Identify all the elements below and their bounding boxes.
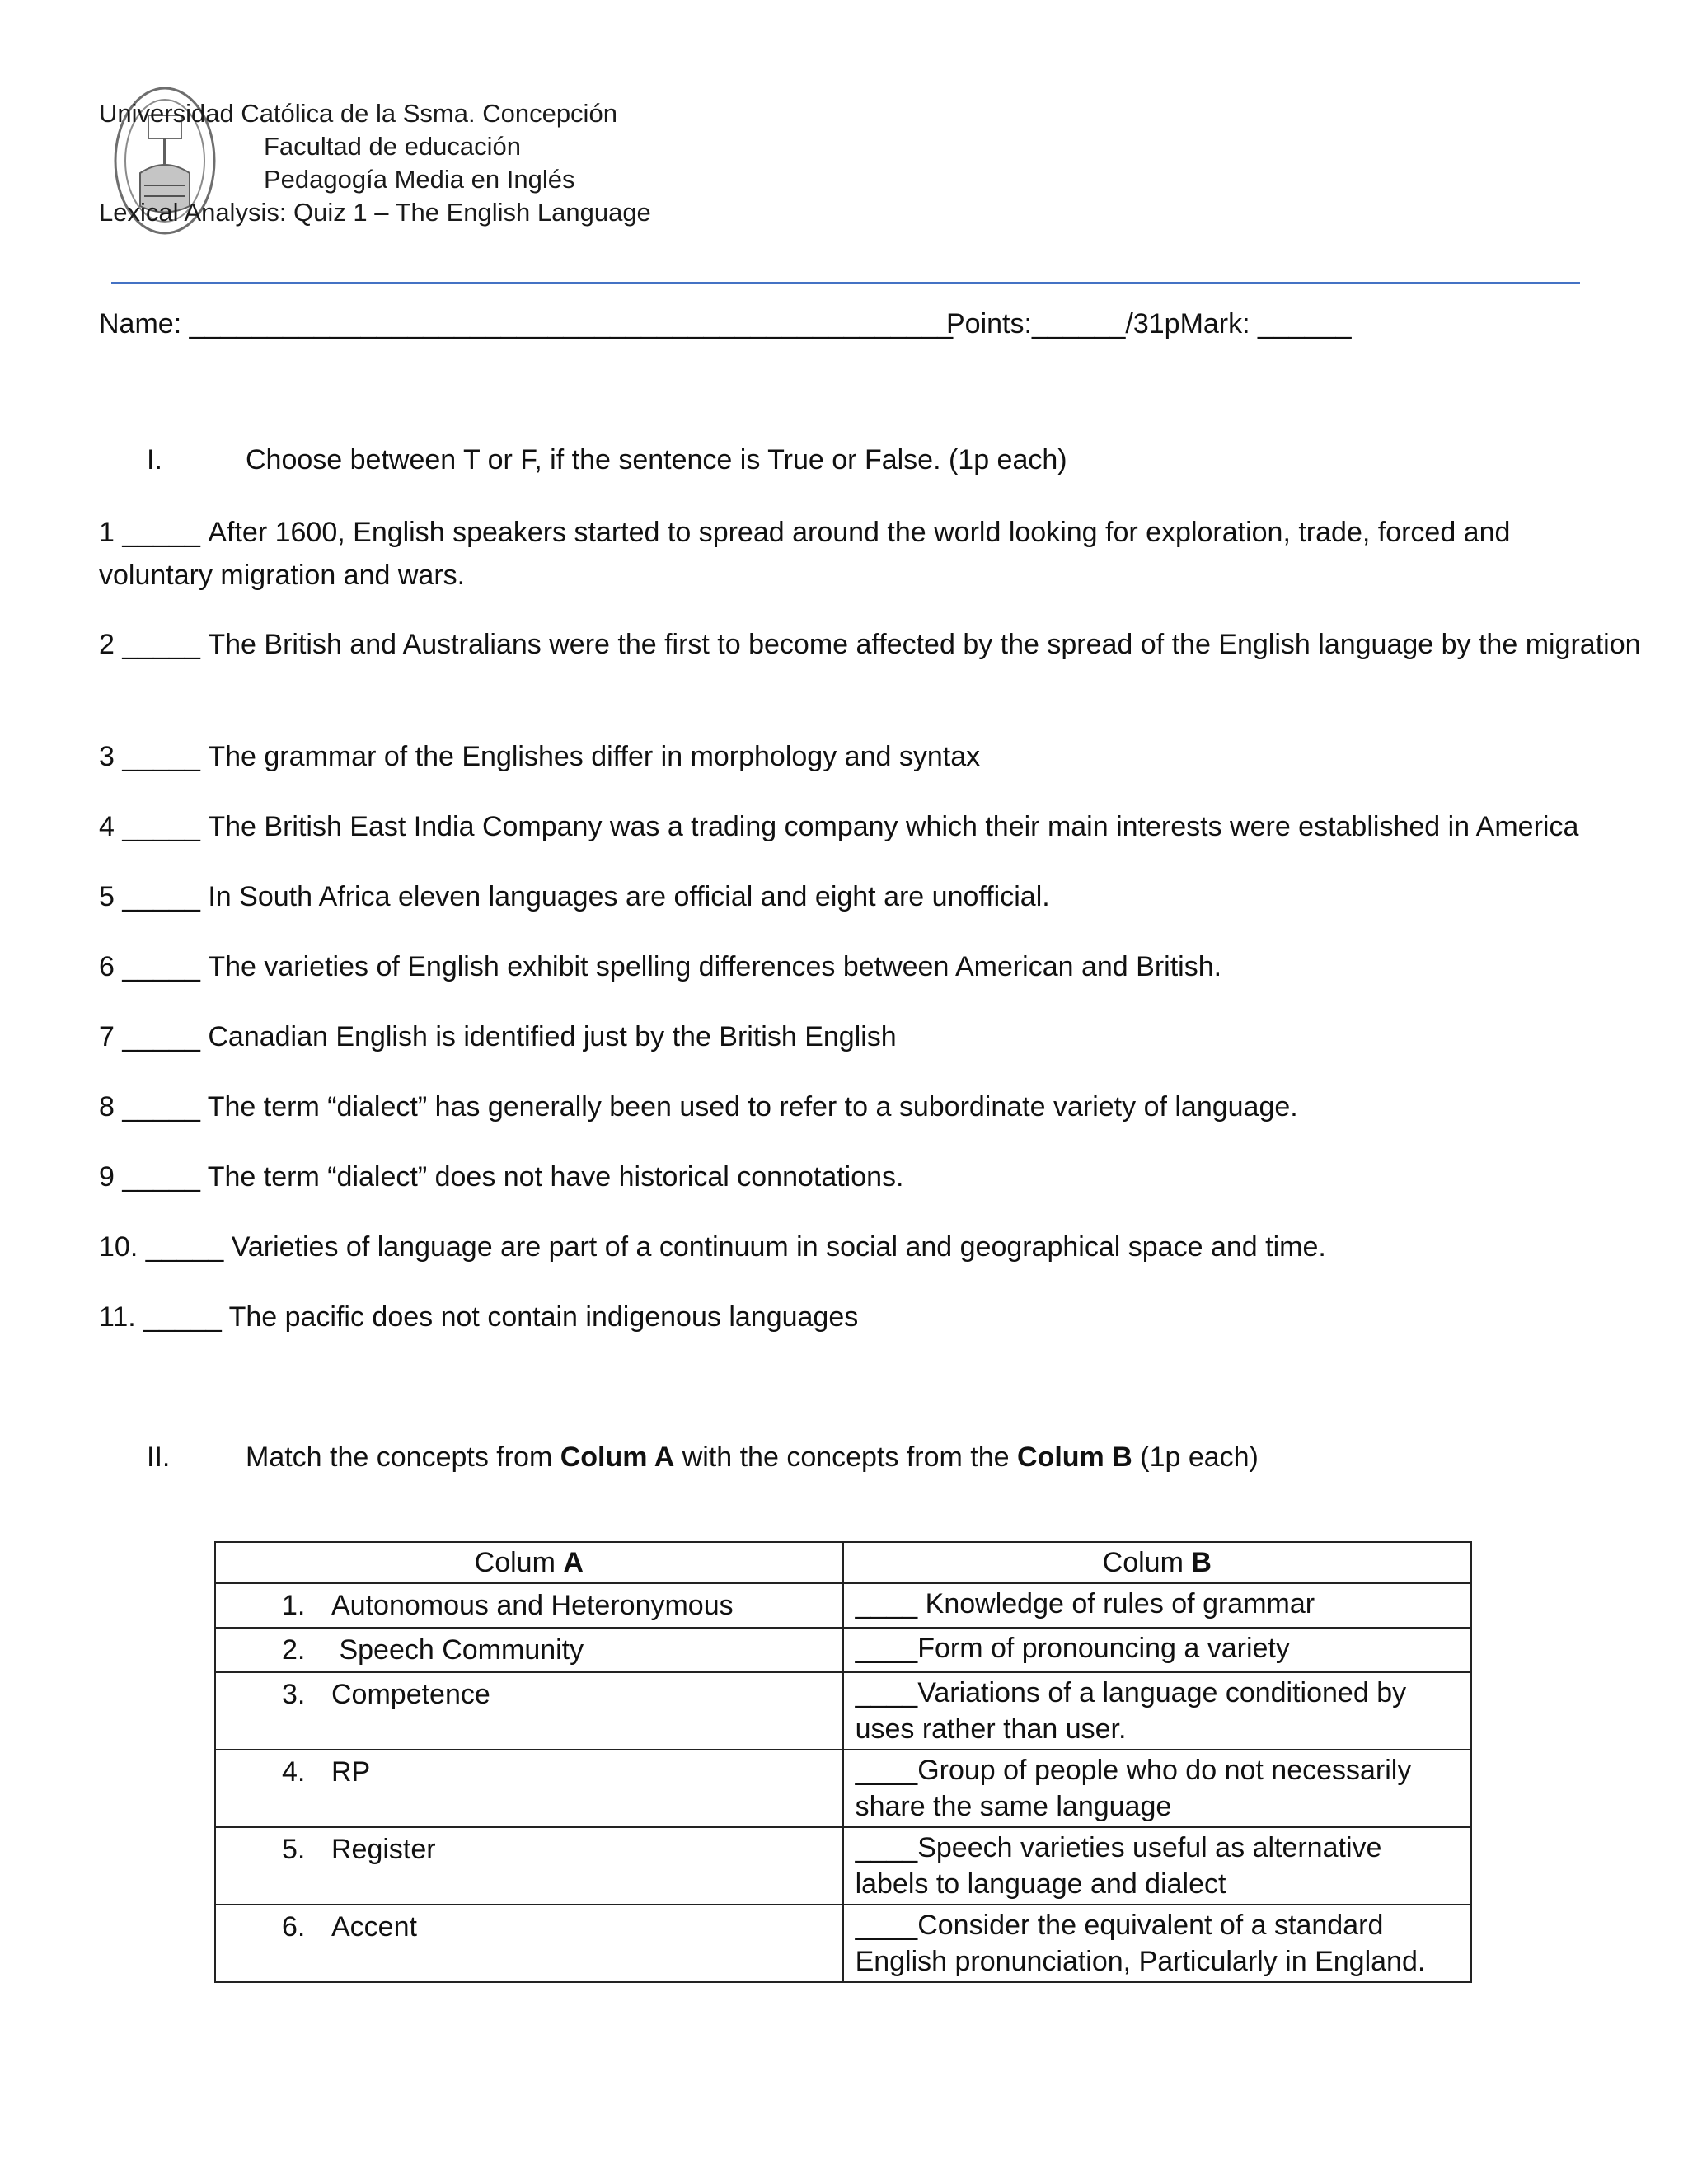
column-b-cell[interactable]: ____Form of pronouncing a variety bbox=[843, 1628, 1471, 1672]
question-text: The term “dialect” does not have historical connotations. bbox=[207, 1161, 904, 1193]
question-number: 6 _____ bbox=[99, 951, 209, 982]
column-a-cell: 5. Register bbox=[215, 1827, 843, 1905]
program-name: Pedagogía Media en Inglés bbox=[264, 165, 575, 194]
column-b-cell[interactable]: ____Speech varieties useful as alternative labels to language and dialect bbox=[843, 1827, 1471, 1905]
matching-table bbox=[214, 1541, 1472, 1983]
question-number: 10. _____ bbox=[99, 1231, 232, 1263]
section-1-title bbox=[147, 443, 1067, 477]
question-text: In South Africa eleven languages are official and eight are unofficial. bbox=[208, 881, 1050, 912]
question-text: After 1600, English speakers started to spread around the world looking for exploration, trade, forced and voluntary migration and wars. bbox=[99, 517, 1511, 591]
question-9[interactable] bbox=[99, 1155, 1582, 1198]
question-number: 5 _____ bbox=[99, 881, 209, 912]
question-5[interactable] bbox=[99, 875, 1582, 918]
question-1[interactable] bbox=[99, 511, 1582, 597]
question-11[interactable] bbox=[99, 1296, 1582, 1338]
question-text: Canadian English is identified just by the British English bbox=[208, 1021, 897, 1052]
question-10[interactable] bbox=[99, 1226, 1582, 1268]
university-name: Universidad Católica de la Ssma. Concepción bbox=[99, 99, 617, 128]
table-row bbox=[215, 1672, 1471, 1750]
question-7[interactable] bbox=[99, 1015, 1582, 1058]
table-row bbox=[215, 1628, 1471, 1672]
name-label: Name: bbox=[99, 308, 190, 340]
table-row bbox=[215, 1583, 1471, 1628]
question-number: 4 _____ bbox=[99, 811, 209, 842]
column-a-cell: 1. Autonomous and Heteronymous bbox=[215, 1583, 843, 1628]
section-1-number: I. bbox=[147, 444, 162, 476]
column-a-cell: 6. Accent bbox=[215, 1905, 843, 1982]
column-b-header: Colum B bbox=[843, 1542, 1471, 1583]
name-blank[interactable]: _________________________________________________ bbox=[189, 308, 954, 340]
question-text: The grammar of the Englishes differ in morphology and syntax bbox=[208, 741, 981, 772]
question-number: 9 _____ bbox=[99, 1161, 208, 1193]
section-2-title: II. Match the concepts from Colum A with the concepts from the Colum B (1p each) bbox=[147, 1441, 1259, 1473]
column-a-cell: 2. Speech Community bbox=[215, 1628, 843, 1672]
column-a-cell: 3. Competence bbox=[215, 1672, 843, 1750]
question-3[interactable] bbox=[99, 735, 1582, 778]
column-a-header: Colum A bbox=[215, 1542, 843, 1583]
section-2-number: II. bbox=[147, 1441, 171, 1473]
question-number: 3 _____ bbox=[99, 741, 209, 772]
column-b-cell[interactable]: ____Group of people who do not necessarily share the same language bbox=[843, 1750, 1471, 1827]
question-2[interactable] bbox=[99, 623, 1681, 666]
course-title: Lexical Analysis: Quiz 1 – The English Language bbox=[99, 198, 651, 227]
question-4[interactable] bbox=[99, 805, 1582, 848]
question-number: 1 _____ bbox=[99, 517, 209, 548]
question-number: 8 _____ bbox=[99, 1091, 208, 1122]
column-b-cell[interactable]: ____ Knowledge of rules of grammar bbox=[843, 1583, 1471, 1628]
table-row bbox=[215, 1827, 1471, 1905]
question-text: The British East India Company was a trading company which their main interests were established in America bbox=[208, 811, 1579, 842]
header-divider bbox=[111, 282, 1580, 284]
question-text: The term “dialect” has generally been used to refer to a subordinate variety of language. bbox=[207, 1091, 1298, 1122]
points-field[interactable]: Points:______/31pMark: ______ bbox=[946, 308, 1352, 340]
question-number: 7 _____ bbox=[99, 1021, 209, 1052]
column-b-cell[interactable]: ____Consider the equivalent of a standard English pronunciation, Particularly in England. bbox=[843, 1905, 1471, 1982]
question-text: The pacific does not contain indigenous languages bbox=[228, 1301, 859, 1333]
question-number: 11. _____ bbox=[99, 1301, 229, 1333]
question-8[interactable] bbox=[99, 1085, 1582, 1128]
table-row bbox=[215, 1905, 1471, 1982]
table-row bbox=[215, 1750, 1471, 1827]
question-6[interactable] bbox=[99, 945, 1582, 988]
question-text: The varieties of English exhibit spelling differences between American and British. bbox=[208, 951, 1222, 982]
section-1-instructions: Choose between T or F, if the sentence is True or False. (1p each) bbox=[246, 444, 1067, 476]
column-a-cell: 4. RP bbox=[215, 1750, 843, 1827]
name-field[interactable] bbox=[99, 307, 953, 341]
column-b-cell[interactable]: ____Variations of a language conditioned by uses rather than user. bbox=[843, 1672, 1471, 1750]
question-number: 2 _____ bbox=[99, 629, 209, 660]
question-text: Varieties of language are part of a continuum in social and geographical space and time. bbox=[231, 1231, 1326, 1263]
question-text: The British and Australians were the first to become affected by the spread of the English language by the migration bbox=[208, 629, 1641, 660]
faculty-name: Facultad de educación bbox=[264, 132, 521, 161]
